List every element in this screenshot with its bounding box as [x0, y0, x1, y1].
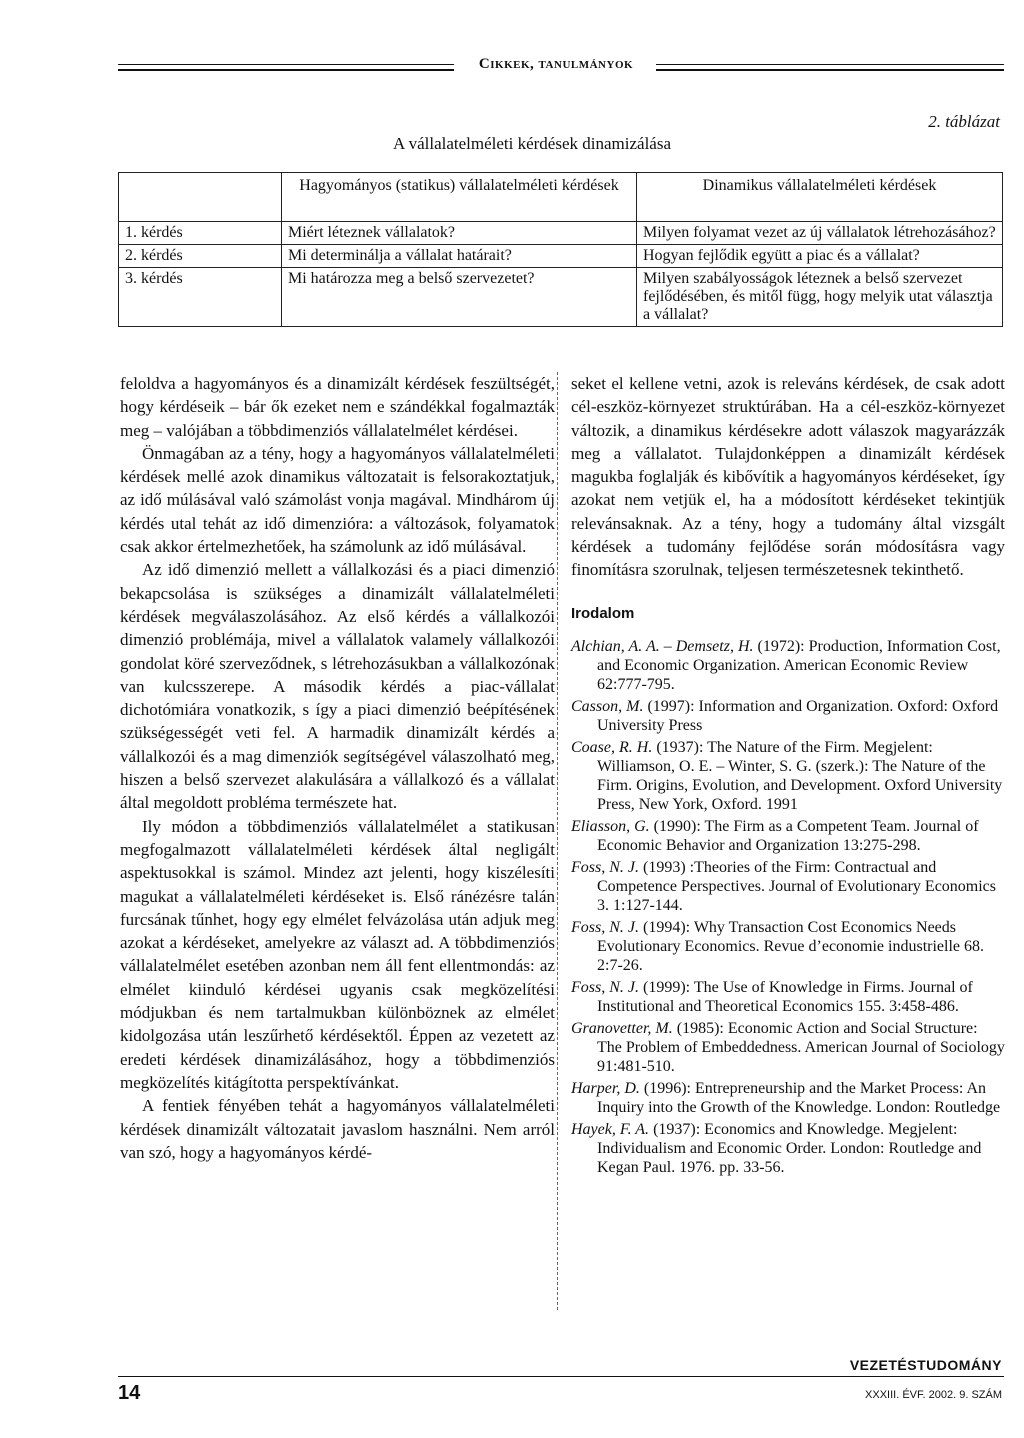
reference-author: Casson, M. — [571, 697, 644, 715]
row-label: 3. kérdés — [119, 268, 282, 327]
row-label: 2. kérdés — [119, 245, 282, 268]
reference-text: (1990): The Firm as a Competent Team. Journal of Economic Behavior and Organization 13:275-298. — [597, 817, 979, 854]
reference-item — [571, 918, 1005, 975]
table-row — [119, 245, 1003, 268]
reference-text: (1996): Entrepreneurship and the Market Process: An Inquiry into the Growth of the Knowledge. London: Routledge — [597, 1079, 1001, 1116]
reference-item — [571, 858, 1005, 915]
reference-text: (1997): Information and Organization. Oxford: Oxford University Press — [597, 697, 999, 734]
reference-author: Alchian, A. A. – Demsetz, H. — [571, 637, 754, 655]
column-divider — [557, 372, 558, 1310]
reference-author: Granovetter, M. — [571, 1019, 673, 1037]
references-heading: Irodalom — [571, 604, 635, 622]
table-title: A vállalatelméleti kérdések dinamizálása — [392, 134, 672, 153]
reference-author: Coase, R. H. — [571, 738, 653, 756]
reference-author: Harper, D. — [571, 1079, 640, 1097]
header-rule-right — [656, 64, 1004, 71]
reference-text: (1972): Production, Information Cost, and Economic Organization. American Economic Review 62:777-795. — [597, 637, 1001, 693]
dynamic-question: Milyen szabályosságok léteznek a belső szervezet fejlődésében, és mitől függ, hogy melyik utat választja a vállalat? — [637, 268, 1003, 327]
row-label: 1. kérdés — [119, 222, 282, 245]
footer-rule — [118, 1376, 1004, 1377]
page-number: 14 — [118, 1382, 141, 1404]
running-header: Cikkek, tanulmányok — [478, 56, 634, 72]
reference-item — [571, 817, 1005, 855]
questions-table — [118, 172, 1003, 327]
reference-text: (1985): Economic Action and Social Structure: The Problem of Embeddedness. American Journal of Sociology 91:481-510. — [597, 1019, 1005, 1075]
reference-text: (1937): The Nature of the Firm. Megjelent: Williamson, O. E. – Winter, S. G. (szerk.): The Nature of the Firm. Origins, Evolution, and Development. Oxford University Press, New York, Oxford. 1991 — [597, 738, 1003, 813]
table-number: 2. táblázat — [928, 112, 1000, 131]
reference-item — [571, 637, 1005, 694]
reference-author: Foss, N. J. — [571, 918, 639, 936]
table-header-dynamic: Dinamikus vállalatelméleti kérdések — [637, 173, 1003, 222]
dynamic-question: Milyen folyamat vezet az új vállalatok létrehozásához? — [637, 222, 1003, 245]
reference-item — [571, 1079, 1005, 1117]
left-column — [120, 372, 555, 1164]
reference-text: (1994): Why Transaction Cost Economics Needs Evolutionary Economics. Revue d’economie industrielle 68. 2:7-26. — [597, 918, 985, 974]
header-rule-left — [118, 64, 454, 71]
reference-author: Foss, N. J. — [571, 858, 639, 876]
table-row — [119, 268, 1003, 327]
journal-name: VEZETÉSTUDOMÁNY — [849, 1357, 1002, 1373]
reference-item — [571, 978, 1005, 1016]
reference-author: Foss, N. J. — [571, 978, 639, 996]
reference-text: (1937): Economics and Knowledge. Megjelent: Individualism and Economic Order. London: Routledge and Kegan Paul. 1976. pp. 33-56. — [597, 1120, 982, 1176]
references-list — [571, 637, 1005, 1177]
reference-author: Eliasson, G. — [571, 817, 650, 835]
table-header-empty — [119, 173, 282, 222]
table-header-row — [119, 173, 1003, 222]
reference-author: Hayek, F. A. — [571, 1120, 650, 1138]
body-paragraph: Az idő dimenzió mellett a vállalkozási és a piaci dimenzió bekapcsolása is szükséges a dinamizált vállalatelméleti kérdések megválaszolásához. Az első kérdés a vállalkozói dimenzió problémája, mivel a vállalatok valamely vállalkozói gondolat köré szerveződnek, s létrehozásukban a vállalkozónak van kulcsszerepe. A második kérdés a piac-vállalat dichotómiára vonatkozik, s így a piaci dimenzió beépítésének szükségességét veti fel. A harmadik dinamizált kérdés a vállalkozói és a mag dimenziók segítségével válaszolható meg, hiszen a belső szervezet alakulására a vállalkozó és a vállalat által megoldott probléma természete hat. — [120, 560, 555, 813]
reference-item — [571, 738, 1005, 814]
static-question: Mi határozza meg a belső szervezetet? — [282, 268, 637, 327]
table-header-static: Hagyományos (statikus) vállalatelméleti kérdések — [282, 173, 637, 222]
body-paragraph: seket el kellene vetni, azok is releváns kérdések, de csak adott cél-eszköz-környezet struktúrában. Ha a cél-eszköz-környezet változik, a dinamikus kérdésekre adott válaszok magyarázzák meg a vállalatot. Tulajdonképpen a dinamizált kérdések magukba foglalják és kibővítik a hagyományos kérdéseket, így azokat nem vetjük el, ha a módosított kérdéseket tekintjük relevánsaknak. Az a tény, hogy a tudomány által vizsgált kérdések a tudomány fejlődése során módosításra vagy finomításra szorulnak, teljesen természetesnek tekinthető. — [571, 374, 1005, 580]
table-row — [119, 222, 1003, 245]
reference-item — [571, 697, 1005, 735]
reference-item — [571, 1120, 1005, 1177]
reference-item — [571, 1019, 1005, 1076]
body-paragraph: Önmagában az a tény, hogy a hagyományos vállalatelméleti kérdések mellé azok dinamikus változatait is felsorakoztatjuk, az idő múlásával való számolást vonja magával. Mindhárom új kérdés utal tehát az idő dimenzióra: a változások, folyamatok csak akkor értelmezhetőek, ha számolunk az idő múlásával. — [120, 443, 555, 557]
body-paragraph: feloldva a hagyományos és a dinamizált kérdések feszültségét, hogy kérdéseik – bár ők ezeket nem e szándékkal fogalmazták meg – valójában a többdimenziós vállalatelmélet kérdései. — [120, 374, 555, 440]
static-question: Mi determinálja a vállalat határait? — [282, 245, 637, 268]
issue-info: XXXIII. ÉVF. 2002. 9. SZÁM — [865, 1389, 1002, 1401]
reference-text: (1999): The Use of Knowledge in Firms. Journal of Institutional and Theoretical Economics 155. 3:458-486. — [597, 978, 973, 1015]
reference-text: (1993) :Theories of the Firm: Contractual and Competence Perspectives. Journal of Evolutionary Economics 3. 1:127-144. — [597, 858, 997, 914]
body-paragraph: Ily módon a többdimenziós vállalatelmélet a statikusan megfogalmazott vállalatelméleti kérdések által negligált aspektusokkal is számol. Mindez azt jelenti, hogy kiszélesíti magukat a vállalatelméleti kérdéseket is. Első ránézésre talán furcsának tűnhet, hogy egy elmélet felvázolása után adjuk meg azokat a kérdéseket, amelyekre az választ ad. A többdimenziós vállalatelmélet esetében azonban nem áll fent ellentmondás: az elmélet kiinduló kérdései ugyanis csak megközelítési módjukban és nem tartalmukban különböznek az elmélet kidolgozása után leszűrhető kérdésektől. Éppen az vezetett az eredeti kérdések dinamizálásához, hogy a többdimenziós megközelítés kitágította perspektívánkat. — [120, 816, 555, 1092]
body-paragraph: A fentiek fényében tehát a hagyományos vállalatelméleti kérdések dinamizált változatait javaslom használni. Nem arról van szó, hogy a hagyományos kérdé- — [120, 1096, 555, 1162]
static-question: Miért léteznek vállalatok? — [282, 222, 637, 245]
right-column — [571, 372, 1005, 1180]
dynamic-question: Hogyan fejlődik együtt a piac és a vállalat? — [637, 245, 1003, 268]
